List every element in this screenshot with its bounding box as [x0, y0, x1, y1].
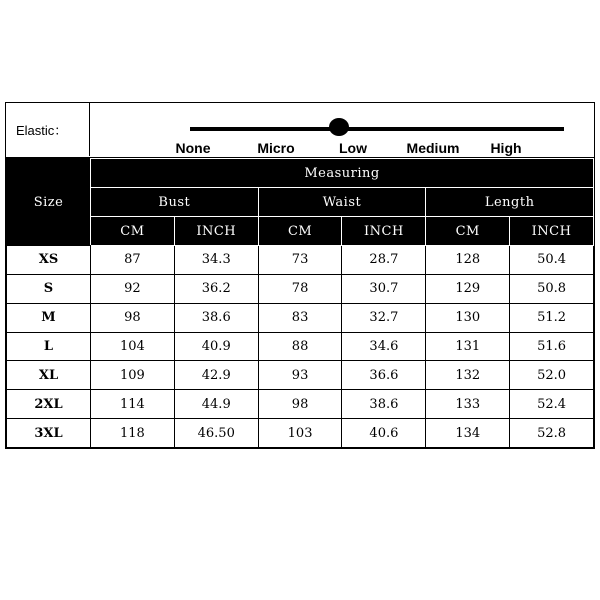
table-cell: 46.50 — [174, 419, 258, 448]
table-cell: 83 — [258, 303, 342, 332]
table-cell: 93 — [258, 361, 342, 390]
table-cell: 44.9 — [174, 390, 258, 419]
table-cell: 42.9 — [174, 361, 258, 390]
table-cell: 36.6 — [342, 361, 426, 390]
unit-header: INCH — [342, 217, 426, 246]
size-cell: 3XL — [7, 419, 91, 448]
table-row — [7, 419, 594, 448]
table-cell: 98 — [258, 390, 342, 419]
size-cell: L — [7, 332, 91, 361]
table-row — [7, 390, 594, 419]
table-cell: 34.6 — [342, 332, 426, 361]
table-row — [7, 274, 594, 303]
table-row — [7, 332, 594, 361]
size-chart — [5, 102, 595, 449]
table-cell: 38.6 — [342, 390, 426, 419]
table-cell: 133 — [426, 390, 510, 419]
table-cell: 50.4 — [510, 246, 594, 275]
table-cell: 52.0 — [510, 361, 594, 390]
table-cell: 109 — [91, 361, 175, 390]
unit-header: CM — [258, 217, 342, 246]
elastic-scale-line — [190, 127, 564, 131]
elastic-option-low: Low — [339, 140, 367, 156]
table-cell: 114 — [91, 390, 175, 419]
table-cell: 134 — [426, 419, 510, 448]
table-cell: 118 — [91, 419, 175, 448]
unit-header: CM — [426, 217, 510, 246]
table-cell: 78 — [258, 274, 342, 303]
table-row — [7, 303, 594, 332]
table-cell: 104 — [91, 332, 175, 361]
elastic-option-high: High — [490, 140, 522, 156]
table-cell: 32.7 — [342, 303, 426, 332]
table-cell: 30.7 — [342, 274, 426, 303]
table-cell: 129 — [426, 274, 510, 303]
table-cell: 36.2 — [174, 274, 258, 303]
table-cell: 73 — [258, 246, 342, 275]
unit-header: INCH — [174, 217, 258, 246]
table-cell: 128 — [426, 246, 510, 275]
unit-header: INCH — [510, 217, 594, 246]
unit-header: CM — [91, 217, 175, 246]
table-cell: 40.9 — [174, 332, 258, 361]
table-cell: 92 — [91, 274, 175, 303]
table-cell: 51.6 — [510, 332, 594, 361]
table-cell: 98 — [91, 303, 175, 332]
measuring-header: Measuring — [91, 159, 594, 188]
size-column-header: Size — [7, 159, 91, 246]
table-cell: 52.4 — [510, 390, 594, 419]
table-cell: 88 — [258, 332, 342, 361]
size-cell: XS — [7, 246, 91, 275]
size-cell: S — [7, 274, 91, 303]
table-cell: 28.7 — [342, 246, 426, 275]
table-cell: 131 — [426, 332, 510, 361]
table-row — [7, 246, 594, 275]
table-cell: 51.2 — [510, 303, 594, 332]
elastic-option-none: None — [175, 140, 211, 156]
elastic-scale-marker — [329, 118, 349, 136]
table-cell: 103 — [258, 419, 342, 448]
size-table — [6, 158, 594, 448]
bust-header: Bust — [91, 188, 259, 217]
elastic-option-medium: Medium — [406, 140, 460, 156]
table-cell: 50.8 — [510, 274, 594, 303]
table-cell: 34.3 — [174, 246, 258, 275]
size-cell: XL — [7, 361, 91, 390]
table-row — [7, 361, 594, 390]
length-header: Length — [426, 188, 594, 217]
size-cell: M — [7, 303, 91, 332]
elastic-row — [6, 103, 594, 158]
table-cell: 38.6 — [174, 303, 258, 332]
elastic-scale-labels — [156, 140, 556, 156]
table-cell: 132 — [426, 361, 510, 390]
size-cell: 2XL — [7, 390, 91, 419]
table-cell: 87 — [91, 246, 175, 275]
elastic-label: Elastic： — [6, 103, 90, 156]
elastic-option-micro: Micro — [257, 140, 295, 156]
table-cell: 130 — [426, 303, 510, 332]
table-cell: 52.8 — [510, 419, 594, 448]
waist-header: Waist — [258, 188, 426, 217]
table-cell: 40.6 — [342, 419, 426, 448]
